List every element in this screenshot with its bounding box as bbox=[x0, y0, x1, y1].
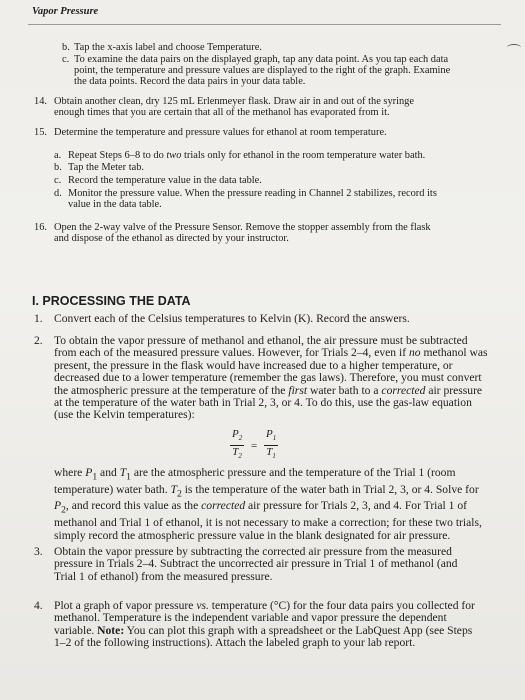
processing-step-4: 4. Plot a graph of vapor pressure vs. temperature (°C) for the four data pairs you collected for methanol. Temperature is the independent variable and vapor pressure the dependent variable. Note: You can plot this graph with a spreadsheet or the LabQuest App (see Steps 1–2 of the following instructions). Attach the labeled graph to your lab report. bbox=[34, 599, 475, 650]
section-heading: I. PROCESSING THE DATA bbox=[32, 294, 191, 308]
step-number: 4. bbox=[34, 599, 43, 612]
page-header-title: Vapor Pressure bbox=[32, 6, 99, 17]
step-16: 16. Open the 2-way valve of the Pressure Sensor. Remove the stopper assembly from the flask and dispose of the ethanol as directed by your instructor. bbox=[34, 222, 431, 244]
step-number: 3. bbox=[34, 545, 43, 558]
step-15 bbox=[34, 127, 504, 138]
step-13c bbox=[62, 54, 507, 87]
step-label: b. bbox=[62, 42, 70, 53]
step-text: Determine the temperature and pressure values for ethanol at room temperature. bbox=[54, 127, 387, 138]
step-number: 16. bbox=[34, 222, 47, 233]
processing-step-2-where: where $P_1$ and $T_1$ are the atmospheric pressure and the temperature of the Trial 1 (room temperature) water bath. $T_2$ is the temperature of the water bath in Trial 2, 3, or 4. Solve for $P_2$, and record this value as the corrected air pressure for Trials 2, 3, and 4. For Trial 1 of methanol and Trial 1 of ethanol, it is not necessary to make a correction; for these two trials, simply record the atmospheric pressure value in the blank designated for air pressure. bbox=[54, 466, 482, 542]
processing-step-2: 2. To obtain the vapor pressure of methanol and ethanol, the air pressure must be subtracted from each of the measured pressure values. However, for Trials 2–4, even if no methanol was present, the pressure in the flask would have increased due to a higher temperature, or decreased due to a lower temperature (remember the gas laws). Therefore, you must convert the atmospheric pressure at the temperature of the first water bath to a corrected air pressure at the temperature of the water bath in Trial 2, 3, or 4. To do this, use the gas-law equation (use the Kelvin temperatures): bbox=[34, 334, 488, 422]
step-label: a. bbox=[54, 150, 62, 161]
step-15a: a. Repeat Steps 6–8 to do two trials only for ethanol in the room temperature water bath. bbox=[54, 150, 426, 161]
step-text-line: Obtain another clean, dry 125 mL Erlenmeyer flask. Draw air in and out of the syringe bbox=[54, 96, 414, 107]
step-15c: c. Record the temperature value in the data table. bbox=[54, 175, 262, 186]
step-number: 1. bbox=[34, 312, 43, 325]
step-label: c. bbox=[62, 54, 70, 65]
step-text-line: point, the temperature and pressure values are displayed to the right of the graph. Examine bbox=[74, 65, 451, 76]
step-text-line: To examine the data pairs on the displayed graph, tap any data point. As you tap each data bbox=[74, 54, 449, 65]
header-rule bbox=[28, 24, 501, 25]
step-15d: d. Monitor the pressure value. When the pressure reading in Channel 2 stabilizes, record its value in the data table. bbox=[54, 188, 437, 210]
step-13b bbox=[62, 42, 492, 53]
step-number: 15. bbox=[34, 127, 47, 138]
step-label: c. bbox=[54, 175, 62, 186]
step-text-line: the data points. Record the data pairs in your data table. bbox=[74, 76, 306, 87]
step-number: 2. bbox=[34, 334, 43, 347]
step-15b: b. Tap the Meter tab. bbox=[54, 162, 145, 173]
step-label: b. bbox=[54, 162, 62, 173]
step-label: d. bbox=[54, 188, 62, 199]
processing-step-1: 1. Convert each of the Celsius temperatures to Kelvin (K). Record the answers. bbox=[34, 312, 410, 325]
gas-law-equation: $\frac{P_2}{T_2}$ = $\frac{P_1}{T_1}$ bbox=[232, 428, 277, 461]
step-text-line: enough times that you are certain that all of the methanol has evaporated from it. bbox=[54, 107, 390, 118]
step-text: Tap the x-axis label and choose Temperature. bbox=[74, 42, 262, 53]
step-number: 14. bbox=[34, 96, 47, 107]
page-curl-mark bbox=[507, 44, 521, 51]
processing-step-3: 3. Obtain the vapor pressure by subtracting the corrected air pressure from the measured pressure in Trials 2–4. Subtract the uncorrected air pressure in Trial 1 of methanol (and Trial 1 of ethanol) from the measured pressure. bbox=[34, 545, 458, 583]
step-14 bbox=[34, 96, 504, 118]
